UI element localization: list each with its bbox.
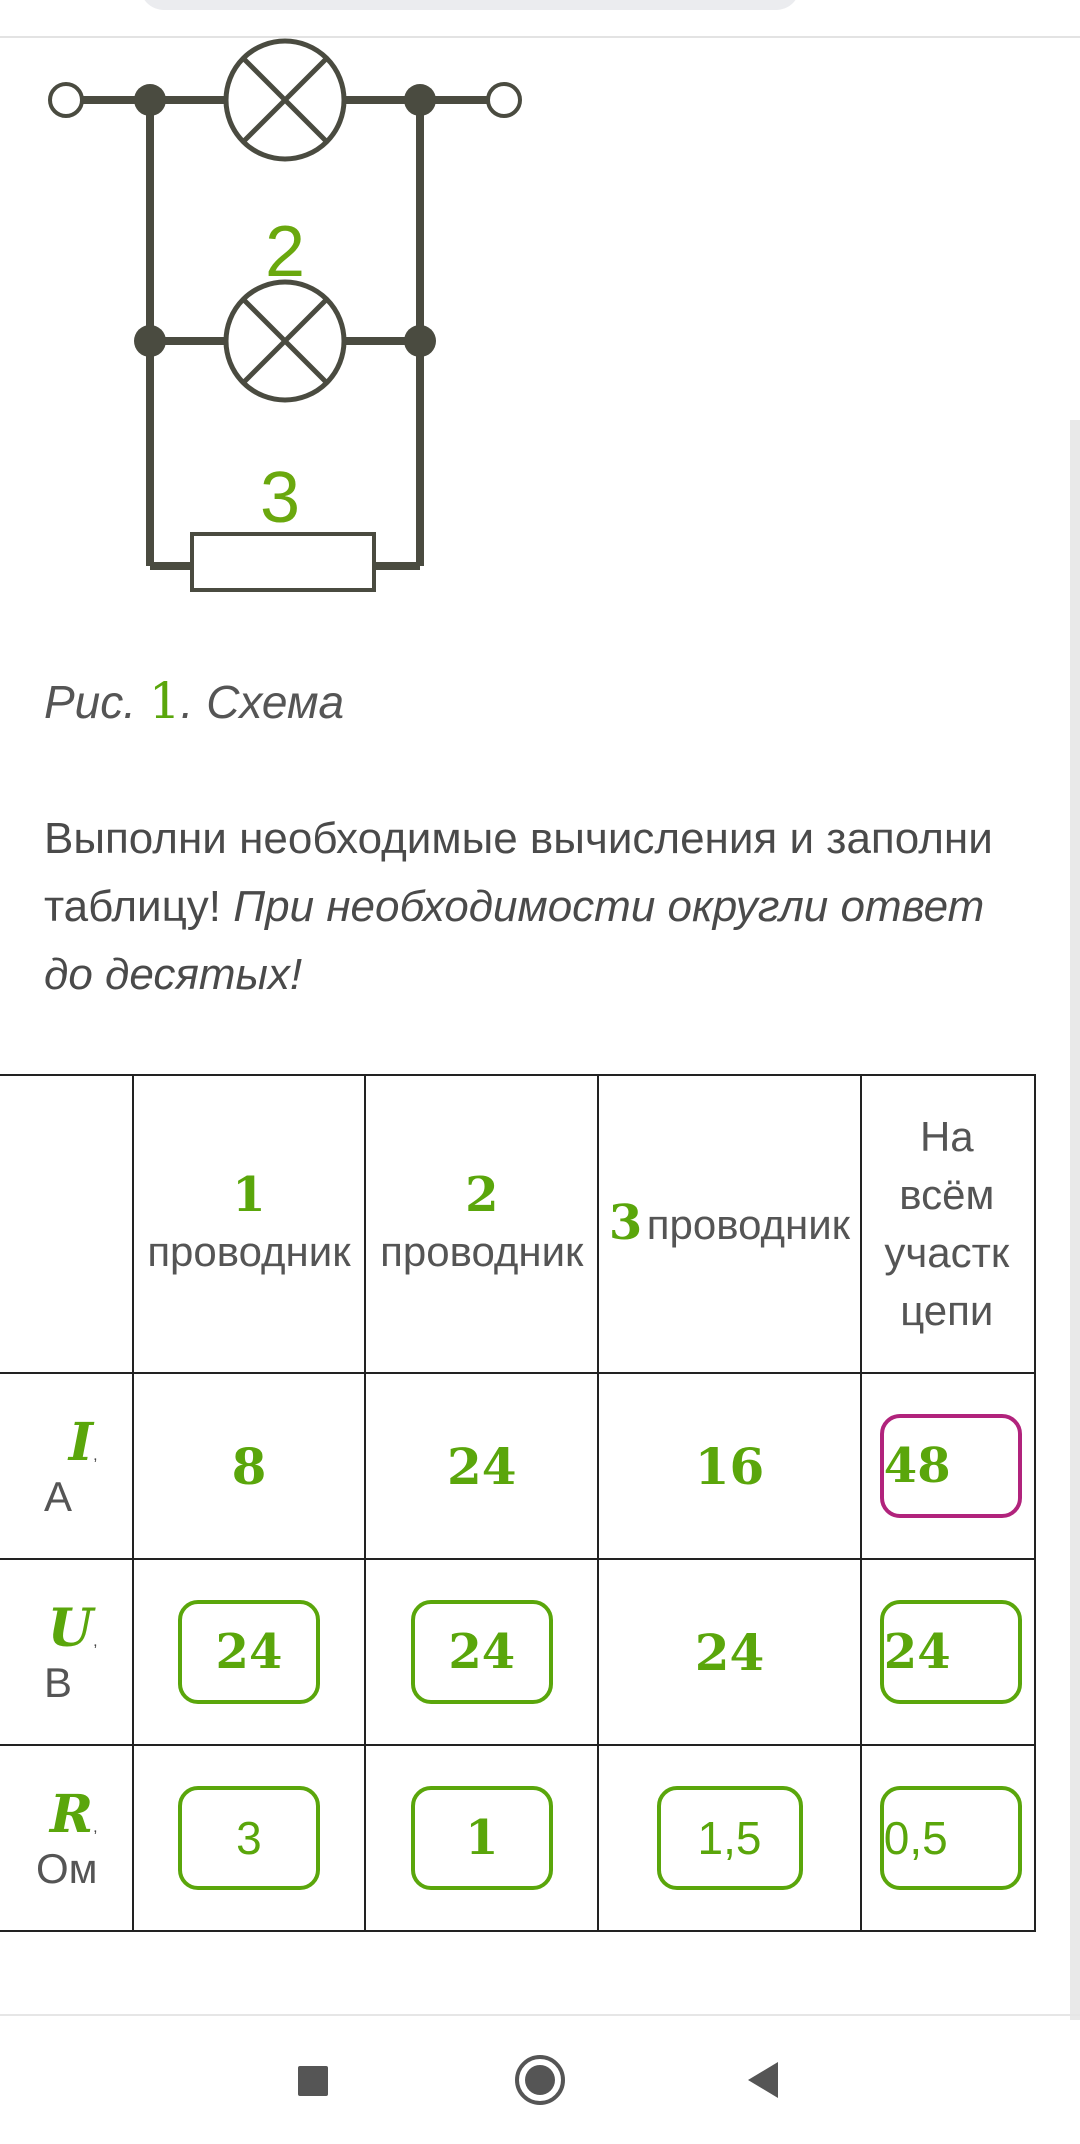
cell-I-total xyxy=(861,1373,1035,1559)
cell-I1: 8 xyxy=(133,1373,366,1559)
header-whole-circuit: На всём участк цепи xyxy=(861,1075,1035,1373)
input-R2[interactable]: 1 xyxy=(411,1786,553,1890)
input-U-total[interactable]: 24 xyxy=(880,1600,1022,1704)
resistor-icon xyxy=(192,534,374,590)
answer-table-container[interactable] xyxy=(36,1074,1036,1932)
cell-R3 xyxy=(598,1745,861,1931)
terminal-left-icon xyxy=(50,84,82,116)
header-conductor-3: 3 проводник xyxy=(598,1075,861,1373)
task-text: Выполни необходимые вычисления и заполни таблицу! При необходимости округли ответ до десятых! xyxy=(44,814,993,999)
circuit-diagram xyxy=(0,0,560,600)
cell-U3: 24 xyxy=(598,1559,861,1745)
recent-apps-icon xyxy=(282,2050,342,2110)
row-label-resistance: R, Ом xyxy=(0,1745,133,1931)
input-U1[interactable]: 24 xyxy=(178,1600,320,1704)
input-R-total[interactable]: 0,5 xyxy=(880,1786,1022,1890)
navigation-bar xyxy=(0,2016,1080,2144)
input-I-total[interactable]: 48 xyxy=(880,1414,1022,1518)
answer-table xyxy=(0,1074,1036,1932)
cell-R1 xyxy=(133,1745,366,1931)
row-label-voltage: U, B xyxy=(0,1559,133,1745)
input-R3[interactable]: 1,5 xyxy=(657,1786,803,1890)
table-header-row xyxy=(0,1075,1035,1373)
table-row xyxy=(0,1745,1035,1931)
cell-U2 xyxy=(365,1559,598,1745)
figure-caption: Рис. 1. Схема xyxy=(44,672,345,730)
corner-cell xyxy=(0,1075,133,1373)
element-label-3: 3 xyxy=(259,458,301,538)
cell-R-total xyxy=(861,1745,1035,1931)
table-row xyxy=(0,1373,1035,1559)
cell-U1 xyxy=(133,1559,366,1745)
terminal-right-icon xyxy=(488,84,520,116)
scrollbar[interactable] xyxy=(1070,420,1080,2020)
input-U2[interactable]: 24 xyxy=(411,1600,553,1704)
back-icon xyxy=(734,2050,794,2110)
header-conductor-1: 1 проводник xyxy=(133,1075,366,1373)
element-label-2: 2 xyxy=(264,212,306,292)
cell-R2 xyxy=(365,1745,598,1931)
input-R1[interactable]: 3 xyxy=(178,1786,320,1890)
home-icon xyxy=(510,2050,570,2110)
cell-I3: 16 xyxy=(598,1373,861,1559)
back-button[interactable] xyxy=(734,2050,794,2110)
cell-I2: 24 xyxy=(365,1373,598,1559)
lamp-2-icon xyxy=(226,282,344,400)
home-button[interactable] xyxy=(510,2050,570,2110)
header-conductor-2: 2 проводник xyxy=(365,1075,598,1373)
cell-U-total xyxy=(861,1559,1035,1745)
row-label-current: I, A xyxy=(0,1373,133,1559)
table-row xyxy=(0,1559,1035,1745)
recent-apps-button[interactable] xyxy=(282,2050,342,2110)
lamp-1-icon xyxy=(226,41,344,159)
